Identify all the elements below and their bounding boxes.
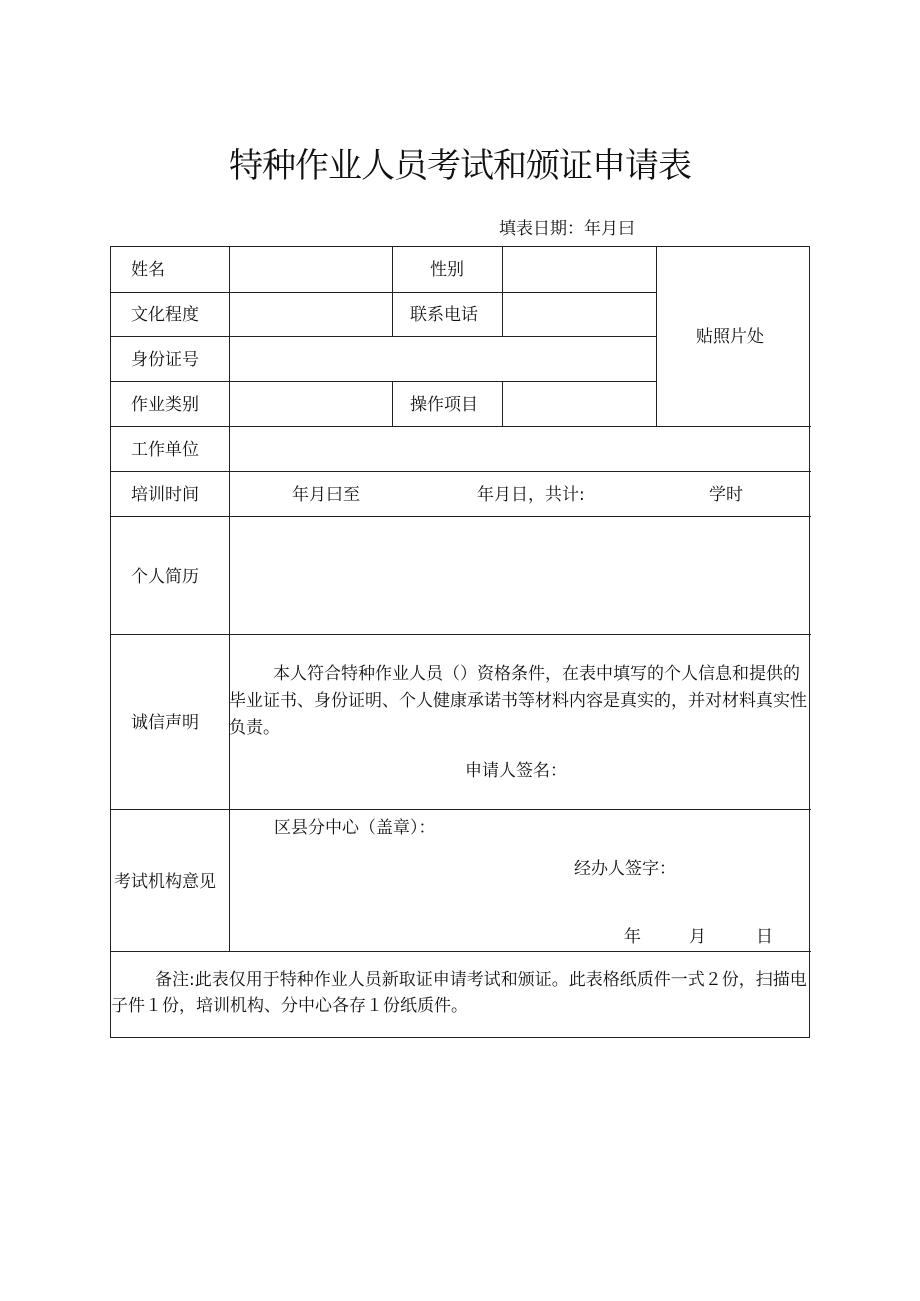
row-divider [111, 471, 811, 472]
training-to: 年月日，共计: [477, 485, 585, 505]
row-divider [111, 951, 811, 952]
row-divider [111, 292, 656, 293]
integrity-statement [229, 661, 807, 742]
label-gender: 性别 [430, 260, 464, 280]
remark [111, 967, 811, 1019]
training-from: 年月曰至 [292, 485, 360, 505]
date-day-label: 日 [756, 927, 773, 947]
district-center-stamp-label: 区县分中心（盖章）： [274, 818, 436, 838]
date-year-label: 年 [624, 927, 641, 947]
row-divider [111, 381, 656, 382]
row-divider [111, 516, 811, 517]
column-divider [656, 247, 657, 426]
label-integrity: 诚信声明 [131, 713, 199, 733]
applicant-signature-label: 申请人签名： [465, 761, 567, 781]
column-divider [502, 247, 503, 336]
label-id-number: 身份证号 [131, 350, 199, 370]
label-employer: 工作单位 [131, 440, 199, 460]
column-divider [392, 247, 393, 336]
label-exam-opinion: 考试机构意见 [114, 872, 216, 892]
label-training-time: 培训时间 [131, 485, 199, 505]
label-phone: 联系电话 [410, 305, 478, 325]
label-operation-item: 操作项目 [410, 395, 478, 415]
photo-placeholder: 贴照片处 [696, 327, 764, 347]
label-education: 文化程度 [131, 305, 199, 325]
remark-text: 备注:此表仅用于特种作业人员新取证申请考试和颁证。此表格纸质件一式２份，扫描电子件１份，培训机构、分中心各存１份纸质件。 [111, 970, 807, 1016]
column-divider [392, 381, 393, 426]
label-resume: 个人简历 [131, 567, 199, 587]
application-form [110, 246, 810, 1038]
fill-date: 填表日期：年月曰 [499, 219, 635, 239]
row-divider [111, 336, 656, 337]
column-divider [229, 247, 230, 951]
column-divider [502, 381, 503, 426]
handler-signature-label: 经办人签字： [574, 859, 676, 879]
page-title: 特种作业人员考试和颁证申请表 [229, 146, 691, 186]
row-divider [111, 426, 811, 427]
label-name: 姓名 [131, 260, 165, 280]
label-work-category: 作业类别 [131, 395, 199, 415]
integrity-statement-text: 本人符合特种作业人员（）资格条件，在表中填写的个人信息和提供的毕业证书、身份证明、个人健康承诺书等材料内容是真实的，并对材料真实性负责。 [229, 664, 807, 738]
row-divider [111, 634, 811, 635]
training-unit: 学时 [709, 485, 743, 505]
row-divider [111, 809, 811, 810]
date-month-label: 月 [689, 927, 706, 947]
